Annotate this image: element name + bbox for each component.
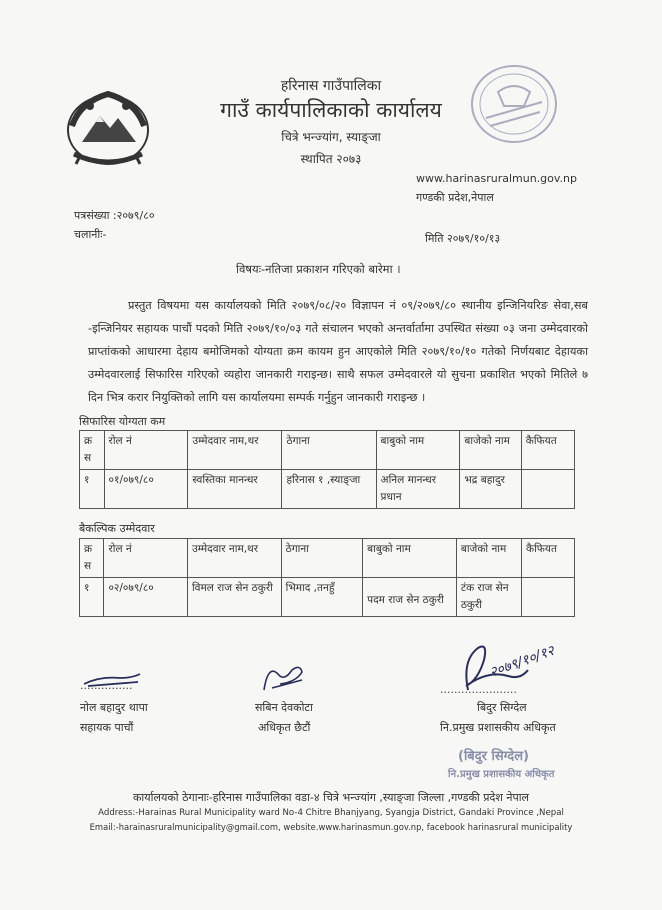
signature-1-dots: ............... (80, 679, 133, 692)
table-cell: स्वस्तिका मानन्धर (188, 470, 282, 509)
table-cell: भद्र बहादुर (460, 470, 521, 509)
letter-body: प्रस्तुत विषयमा यस कार्यालयको मिति २०७९/०८/२० विज्ञापन नं ०९/२०७९/८० स्थानीय इन्जिनियरिङ सेवा,सब -इन्जिनियर सहायक पाचौं पदको मिति २०७९/१०/०३ गते संचालन भएको अन्तर्वार्तामा उपस्थित संख्या ०३ जना उम्मेदवारको प्राप्तांकको आधारमा देहाय बमोजिमको योग्यता क्रम कायम हुन आएकोले मिति २०७९/१०/१० गतेको निर्णयबाट देहायका उम्मेदवारलाई सिफारिस गरिएको व्यहोरा जानकारी गराइन्छ। साथै सफल उम्मेदवारले यो सुचना प्रकाशित भएको मितिले ७ दिन भित्र करार नियुक्तिको लागि यस कार्यालयमा सम्पर्क गर्नुहुन जानकारी गराइन्छ । (88, 299, 588, 404)
table-cell: हरिनास १ ,स्याङ्जा (282, 470, 376, 509)
dispatch-number: चलानीः- (74, 228, 107, 241)
letter-date: मिति २०७९/१०/१३ (425, 232, 501, 245)
table-cell (522, 578, 575, 617)
signatory-3-name: बिदुर सिग्देल (477, 701, 527, 714)
table-cell: टंक राज सेन ठकुरी (456, 578, 521, 617)
header-cell: रोल नं (104, 431, 188, 470)
header-cell: बाबुको नाम (376, 431, 460, 470)
header-cell: उम्मेदवार नाम,थर (188, 431, 282, 470)
municipality-name: हरिनास गाउँपालिका (280, 78, 382, 94)
table-cell: १ (80, 470, 105, 509)
letter-subject: विषयः-नतिजा प्रकाशन गरिएको बारेमा । (236, 262, 401, 276)
signatory-3-title: नि.प्रमुख प्रशासकीय अधिकृत (440, 721, 556, 734)
signature-3-dots: ...................... (440, 683, 517, 696)
table-cell: ०१/०७९/८० (104, 470, 188, 509)
header-cell: कैफियत (521, 431, 574, 470)
signatory-2-name: सबिन देवकोटा (255, 701, 313, 714)
signatory-1-name: नोल बहादुर थापा (80, 701, 148, 714)
table-cell: ०२/०७९/८० (104, 578, 188, 617)
footer-address-nepali: कार्यालयको ठेगानाः-हरिनास गाउँपालिका वडा-४ चित्रे भन्ज्यांग ,स्याङ्जा जिल्ला ,गण्डकी प्रदेश नेपाल (132, 791, 530, 804)
signature-3-date: २०७९/१०/१२ (487, 642, 557, 682)
header-cell: कैफियत (522, 539, 575, 578)
table-row (80, 578, 575, 617)
table-cell: पदम राज सेन ठकुरी (363, 578, 457, 617)
signature-2-icon (258, 660, 306, 694)
alternate-candidates-table (79, 538, 575, 617)
recommended-candidates-table (79, 430, 575, 509)
established-year: स्थापित २०७३ (300, 152, 362, 166)
table-cell: भिमाद ,तनहुँ (281, 578, 362, 617)
table-cell (521, 470, 574, 509)
signatory-1-title: सहायक पाचौं (80, 721, 134, 734)
header-cell: ठेगाना (281, 539, 362, 578)
header-cell: क्र स (80, 539, 104, 578)
header-cell: क्र स (80, 431, 105, 470)
header-cell: बाबुको नाम (363, 539, 457, 578)
table-header-row (80, 431, 575, 470)
province-text: गण्डकी प्रदेश,नेपाल (416, 191, 494, 204)
table-header-row (80, 539, 575, 578)
website-text: www.harinasruralmun.gov.np (416, 172, 577, 185)
office-address: चित्रे भन्ज्यांग, स्याङ्जा (281, 130, 381, 144)
header-cell: रोल नं (104, 539, 188, 578)
header-cell: उम्मेदवार नाम,थर (187, 539, 281, 578)
footer-address-english: Address:-Harainas Rural Municipality ward No-4 Chitre Bhanjyang, Syangja District, Gandaki Province ,Nepal (98, 808, 564, 818)
footer-contact: Email:-harainasruralmunicipality@gmail.com, website.www.harinasmun.gov.np, facebook harinasrural municipality (89, 822, 573, 832)
reference-number: पत्रसंख्या :२०७९/८० (74, 209, 155, 222)
header-cell: बाजेको नाम (456, 539, 521, 578)
table-cell: १ (80, 578, 104, 617)
table1-caption: सिफारिस योग्यता कम (79, 415, 166, 428)
title-stamp: नि.प्रमुख प्रशासकीय अधिकृत (448, 769, 555, 780)
name-stamp: (बिदुर सिग्देल) (458, 749, 529, 764)
table-cell: विमल राज सेन ठकुरी (187, 578, 281, 617)
table2-caption: बैकल्पिक उम्मेदवार (79, 522, 155, 535)
office-name: गाउँ कार्यपालिकाको कार्यालय (220, 98, 442, 122)
header-cell: बाजेको नाम (460, 431, 521, 470)
signatory-2-title: अधिकृत छैटौं (258, 721, 311, 734)
table-cell: अनिल मानन्धर प्रधान (376, 470, 460, 509)
table-row (80, 470, 575, 509)
header-cell: ठेगाना (282, 431, 376, 470)
